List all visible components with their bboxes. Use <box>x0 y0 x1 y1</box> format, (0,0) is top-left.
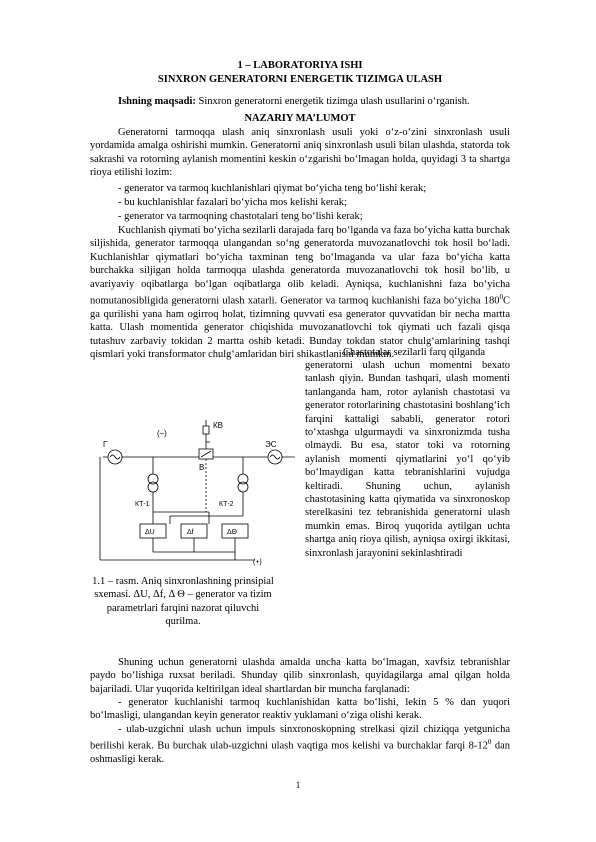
paragraph-5-end: dan oshmasligi kerak. <box>90 740 510 766</box>
label-minus: (–) <box>157 429 167 438</box>
list-item: - generator va tarmoq kuchlanishlari qiymat bo‘yicha teng bo‘lishi kerak; <box>118 183 427 194</box>
paragraph-5 <box>90 723 510 767</box>
label-kt2: КТ-2 <box>219 501 234 508</box>
degree-sup-2: 0 <box>487 738 492 747</box>
right-column-paragraph: generatorni ulash uchun momentni bexato tanlash qiyin. Bundan tashqari, ulash momenti tanlanganda ham, rotor aylanish chastotasi va generator rotorlarining chastotasini boshlang‘ich farqini kattaligi sababli, generator rotori to‘xtashga ulgurmaydi va sinxronizmda tusha olmaydi. Bu esa, stator toki va rotorning aylanish momenti qiymatlarini yo‘l qo‘yib bo‘lmaydigan katta tebranishlarini vujudga keltiradi. Shuning uchun, aylanish chastotasining katta qiymatida va sinxronoskop sterelkasini tez tebranishida generatorni ulash mumkin emas. Biroq yuqorida aytilgan uchta shartga aniq rioya qilish, ayniqsa oxirgi ikkitasi, sinxronlash jarayonini sekinlashtiradi <box>305 360 510 559</box>
paragraph-4: - generator kuchlanishi tarmoq kuchlanishidan katta bo‘lishi, lekin 5 % dan yuqori bo‘lmasligi, ulangandan keyin generator reaktiv yuklamani o‘ziga olishi kerak. <box>90 697 510 722</box>
figure-caption: 1.1 – rasm. Aniq sinxronlashning prinsipial sxemasi. ΔU, Δf, Δ Θ – generator va tizim parametrlari farqini nazorat qiluvchi qurilma. <box>92 576 274 628</box>
label-kv: КВ <box>213 421 223 430</box>
right-column-first-line: Chastotalar sezilarli farq qilganda <box>343 347 485 358</box>
label-plus: (+) <box>253 559 262 566</box>
aim-text: Sinxron generatorni energetik tizimga ulash usullarini o‘rganish. <box>195 96 470 107</box>
paragraph-1: Generatorni tarmoqqa ulash aniq sinxronlash usuli yoki o‘z-o‘zini sinxronlash usuli yordamida amalga oshirishi mumkin. Generatorni aniq sinxronlash usuli bilan ulashda, statorda tok sakrashi va rotorning aylanish momentini keskin o‘zgarishi bo‘lmagan holda, quyidagi 3 ta shartga rioya etilishi lozim: <box>90 127 510 179</box>
section-heading: NAZARIY MA’LUMOT <box>244 113 356 124</box>
paragraph-2-start: Kuchlanish qiymati bo‘yicha sezilarli darajada farq bo‘lganda va faza bo‘yicha katta burchak siljishida, generator tarmoqqa ulangandan so‘ng generatorda muvozanatlovchi tok hosil bo‘ladi. Kuchlanishlar qiymatlari bo‘yicha taxminan teng bo‘lmaganda va ular faza bo‘yicha katta burchakka siljigan holda tarmoqqa ulashda generatorda muvozanatlovchi tok hosil bo‘lib, u avariyaviy oqibatlarga bo‘lgan oqibatlarga olib keladi. Ayniqsa, kuchlanishni faza bo‘yicha nomutanosibligida generatorni ulash xatarli. Generator va tarmoq kuchlanishi faza bo‘yicha 180 <box>90 225 510 307</box>
list-item: - generator va tarmoqning chastotalari teng bo‘lishi kerak; <box>118 211 363 222</box>
aim-line <box>118 95 518 108</box>
aim-label: Ishning maqsadi: <box>118 96 196 107</box>
paragraph-5-start: - ulab-uzgichni ulash uchun impuls sinxronoskopning strelkasi qizil chiziqqa yetgunicha berilishi kerak. Bu burchak ulab-uzgichni ulash vaqtiga mos kelishi va burchaklar farqi 8-12 <box>90 724 510 752</box>
label-es: ЭС <box>265 440 277 449</box>
page-number: 1 <box>295 781 301 791</box>
label-dtheta: ΔΘ <box>227 529 237 536</box>
label-df: Δf <box>187 529 194 536</box>
list-item: - bu kuchlanishlar fazalari bo‘yicha mos kelishi kerak; <box>118 197 347 208</box>
label-kt1: КТ-1 <box>135 501 150 508</box>
paragraph-2-end: C ga qurilishi yana ham ogirroq holat, tizimning quvvati esa generator quvvatidan bir necha martta katta. Ulash momentida generator chiqishida muvozanatlovchi tok qiymati uch fazali qisqa tutashuv zarbaviy tokidan 2 martta oshib ketadi. Bunday tokdan stator chulg‘amlarining tashqi qismlari yoki transformator chulg‘amlaridan biri shikastlanishi mumkin. <box>90 295 510 361</box>
paragraph-2 <box>90 224 510 362</box>
label-generator: Г <box>103 440 108 449</box>
lab-subtitle: SINXRON GENERATORNI ENERGETIK TIZIMGA ULASH <box>157 74 443 85</box>
circuit-diagram <box>95 412 295 572</box>
paragraph-3: Shuning uchun generatorni ulashda amalda uncha katta bo‘lmagan, xavfsiz tebranishlar paydo bo‘lishiga ruxsat beriladi. Shunday qilib sinxronlash, quyidagilarga amal qilgan holda bajariladi. Ular yuqorida keltirilgan ideal shartlardan bir muncha farqlanadi: <box>90 657 510 695</box>
degree-sup: 0 <box>499 293 503 302</box>
label-b: В <box>199 463 205 472</box>
lab-title: 1 – LABORATORIYA ISHI <box>237 60 363 71</box>
label-du: ΔU <box>145 529 155 536</box>
